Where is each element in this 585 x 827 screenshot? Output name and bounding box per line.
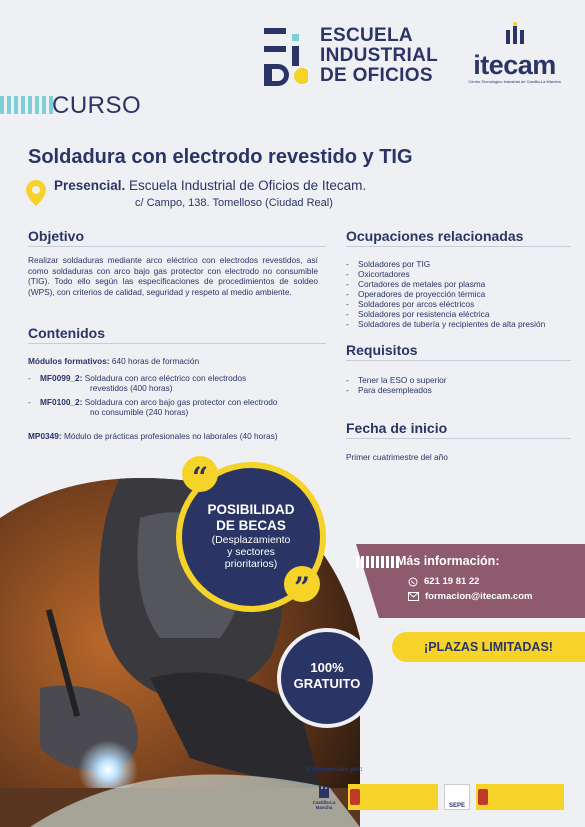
practicas-text: Módulo de prácticas profesionales no laborales (40 horas): [61, 431, 278, 441]
funding-logos: [306, 782, 564, 812]
module-text-cont: revestidos (400 horas): [90, 383, 173, 393]
becas-line-4: y sectores: [227, 546, 275, 558]
practicas-line: [28, 431, 278, 441]
castle-icon: [317, 785, 331, 799]
eio-line-3: DE OFICIOS: [320, 65, 433, 86]
castilla-la-mancha-logo: [306, 785, 342, 810]
modulos-hours: 640 horas de formación: [109, 356, 200, 366]
ocupaciones-list: [346, 259, 545, 329]
escuela-industrial-logo: [264, 26, 454, 88]
becas-line-1: POSIBILIDAD: [207, 502, 295, 517]
email-address[interactable]: formacion@itecam.com: [425, 591, 533, 602]
module-text-cont: no consumible (240 horas): [90, 407, 189, 417]
sepe-logo: SEPE: [444, 784, 470, 810]
list-item: - Soldadores por arcos eléctricos: [346, 299, 545, 309]
module-code: MF0100_2:: [40, 397, 83, 407]
email-line[interactable]: [408, 591, 532, 602]
fecha-heading: Fecha de inicio: [346, 420, 448, 436]
course-label: CURSO: [52, 92, 142, 119]
modulos-label: Módulos formativos:: [28, 356, 110, 366]
fecha-divider: [346, 438, 571, 439]
info-heading: Más información:: [396, 554, 500, 568]
practicas-code: MP0349:: [28, 431, 62, 441]
itecam-mark-icon: [502, 22, 528, 46]
gratuito-line-2: GRATUITO: [293, 676, 361, 691]
list-item: - Cortadores de metales por plasma: [346, 279, 545, 289]
list-item: - Para desempleados: [346, 385, 447, 395]
eio-line-1: ESCUELA: [320, 25, 413, 46]
list-item: - Tener la ESO o superior: [346, 375, 447, 385]
info-bars-icon: [356, 556, 399, 568]
cofinanciado-label: Cofinanciado por:: [307, 766, 363, 773]
location-mode: Presencial.: [54, 178, 126, 193]
modulos-line: [28, 356, 199, 366]
objetivo-heading: Objetivo: [28, 228, 85, 244]
spain-shield-icon: [478, 789, 488, 805]
list-item: - Soldadores por resistencia eléctrica: [346, 309, 545, 319]
gratuito-line-1: 100%: [310, 660, 344, 675]
clm-label: Castilla-La Mancha: [312, 799, 336, 810]
course-title: Soldadura con electrodo revestido y TIG: [28, 146, 413, 168]
plazas-limitadas-banner: ¡PLAZAS LIMITADAS!: [392, 632, 585, 662]
contenidos-heading: Contenidos: [28, 325, 105, 341]
gratuito-badge: [277, 628, 377, 728]
requisitos-heading: Requisitos: [346, 342, 418, 358]
module-text: Soldadura con arco bajo gas protector con electrodo: [82, 397, 278, 407]
becas-line-2: DE BECAS: [216, 518, 286, 533]
eio-mark-icon: [264, 26, 308, 88]
ministerio-educacion-logo: [476, 784, 564, 810]
becas-line-3: (Desplazamiento: [211, 534, 291, 546]
objetivo-text: Realizar soldaduras mediante arco eléctrico con electrodos revestidos, así como soldaduras con arco bajo gas protector con electrodo no consumible (TIG). Todo ello según las especificaciones de procedimientos de soldeo (WPS), con criterios de calidad, seguridad y respeto al medio ambiente.: [28, 255, 318, 297]
curso-bars-icon: [0, 96, 53, 114]
itecam-logo: [462, 22, 567, 94]
itecam-tagline: Centro Tecnológico Industrial de Castilla-La Mancha: [468, 79, 561, 84]
itecam-wordmark: itecam: [473, 50, 556, 80]
whatsapp-icon: [408, 577, 418, 587]
location-place: Escuela Industrial de Oficios de Itecam.: [125, 178, 367, 193]
spain-shield-icon: [350, 789, 360, 805]
phone-number[interactable]: 621 19 81 22: [424, 576, 480, 587]
location-address: c/ Campo, 138. Tomelloso (Ciudad Real): [135, 197, 333, 209]
module-item: - MF0100_2: Soldadura con arco bajo gas protector con electrodo: [28, 397, 278, 407]
close-quote-icon: ”: [284, 566, 320, 602]
requisitos-list: [346, 375, 447, 395]
gobierno-espana-logo: [348, 784, 438, 810]
location-line: [54, 178, 366, 193]
list-item: - Operadores de proyección térmica: [346, 289, 545, 299]
location-pin-icon: [26, 180, 46, 206]
list-item: - Soldadores de tubería y recipientes de alta presión: [346, 319, 545, 329]
phone-line[interactable]: [408, 576, 479, 587]
fecha-text: Primer cuatrimestre del año: [346, 452, 448, 462]
list-item: - Oxicortadores: [346, 269, 545, 279]
module-code: MF0099_2:: [40, 373, 83, 383]
ocupaciones-divider: [346, 246, 571, 247]
ocupaciones-heading: Ocupaciones relacionadas: [346, 228, 524, 244]
module-item: - MF0099_2: Soldadura con arco eléctrico con electrodos: [28, 373, 247, 383]
module-text: Soldadura con arco eléctrico con electrodos: [82, 373, 247, 383]
mail-icon: [408, 592, 419, 601]
becas-text: [176, 502, 326, 570]
objetivo-divider: [28, 246, 326, 247]
eio-line-2: INDUSTRIAL: [320, 45, 439, 66]
becas-line-5: prioritarios): [224, 558, 278, 570]
contenidos-divider: [28, 343, 326, 344]
requisitos-divider: [346, 360, 571, 361]
list-item: - Soldadores por TIG: [346, 259, 545, 269]
open-quote-icon: “: [182, 456, 218, 492]
